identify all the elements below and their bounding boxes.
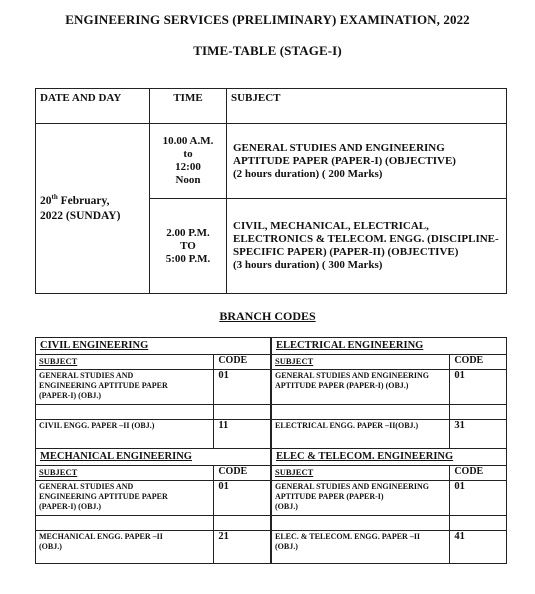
column-header-subject: SUBJECT <box>227 89 507 124</box>
electronics-paper2: ELEC. & TELECOM. ENGG. PAPER –II (OBJ.) <box>271 531 450 564</box>
table-row <box>36 420 507 449</box>
table-row <box>36 466 507 481</box>
civil-gs-code: 01 <box>214 370 271 405</box>
table-row <box>36 405 507 420</box>
table-row <box>36 355 507 370</box>
branch-name-mechanical: MECHANICAL ENGINEERING <box>36 449 271 466</box>
branch-name-electronics: ELEC & TELECOM. ENGINEERING <box>271 449 507 466</box>
electrical-paper2: ELECTRICAL ENGG. PAPER –II(OBJ.) <box>271 420 450 449</box>
electronics-gs-code: 01 <box>450 481 507 516</box>
table-row <box>36 449 507 466</box>
subject-header: SUBJECT <box>271 466 450 481</box>
table-row <box>36 481 507 516</box>
mechanical-paper2: MECHANICAL ENGG. PAPER –II (OBJ.) <box>36 531 214 564</box>
timetable-header-row <box>36 89 507 124</box>
branch-name-electrical: ELECTRICAL ENGINEERING <box>271 338 507 355</box>
mechanical-paper2-code: 21 <box>214 531 271 564</box>
column-header-time: TIME <box>150 89 227 124</box>
civil-paper2-code: 11 <box>214 420 271 449</box>
table-row <box>36 370 507 405</box>
subject-header: SUBJECT <box>271 355 450 370</box>
code-header: CODE <box>450 355 507 370</box>
timetable-row <box>36 124 507 199</box>
subject-header: SUBJECT <box>36 355 214 370</box>
slot-time: 2.00 P.M. TO 5:00 P.M. <box>150 199 227 294</box>
table-row <box>36 516 507 531</box>
code-header: CODE <box>450 466 507 481</box>
electronics-paper2-code: 41 <box>450 531 507 564</box>
branch-codes-table <box>35 337 507 564</box>
document-subtitle: TIME-TABLE (STAGE-I) <box>193 43 342 58</box>
exam-date: 20th February, 2022 (SUNDAY) <box>36 124 150 294</box>
electrical-gs-code: 01 <box>450 370 507 405</box>
mechanical-gs-code: 01 <box>214 481 271 516</box>
mechanical-gs-paper: GENERAL STUDIES AND ENGINEERING APTITUDE PAPER (PAPER-I) (OBJ.) <box>36 481 214 516</box>
electrical-paper2-code: 31 <box>450 420 507 449</box>
branch-codes-title: BRANCH CODES <box>219 309 316 323</box>
slot-subject: GENERAL STUDIES AND ENGINEERING APTITUDE PAPER (PAPER-I) (OBJECTIVE) (2 hours duration) ( 200 Marks) <box>227 124 507 199</box>
code-header: CODE <box>214 466 271 481</box>
branch-name-civil: CIVIL ENGINEERING <box>36 338 271 355</box>
column-header-date: DATE AND DAY <box>36 89 150 124</box>
table-row <box>36 531 507 564</box>
civil-paper2: CIVIL ENGG. PAPER –II (OBJ.) <box>36 420 214 449</box>
civil-gs-paper: GENERAL STUDIES AND ENGINEERING APTITUDE PAPER (PAPER-I) (OBJ.) <box>36 370 214 405</box>
timetable <box>35 88 507 294</box>
slot-time: 10.00 A.M. to 12:00 Noon <box>150 124 227 199</box>
subject-header: SUBJECT <box>36 466 214 481</box>
electrical-gs-paper: GENERAL STUDIES AND ENGINEERING APTITUDE PAPER (PAPER-I) (OBJ.) <box>271 370 450 405</box>
table-row <box>36 338 507 355</box>
code-header: CODE <box>214 355 271 370</box>
slot-subject: CIVIL, MECHANICAL, ELECTRICAL, ELECTRONICS & TELECOM. ENGG. (DISCIPLINE- SPECIFIC PAPER) (PAPER-II) (OBJECTIVE) (3 hours duration) ( 300 Marks) <box>227 199 507 294</box>
document-title: ENGINEERING SERVICES (PRELIMINARY) EXAMINATION, 2022 <box>65 12 470 27</box>
electronics-gs-paper: GENERAL STUDIES AND ENGINEERING APTITUDE PAPER (PAPER-I) (OBJ.) <box>271 481 450 516</box>
